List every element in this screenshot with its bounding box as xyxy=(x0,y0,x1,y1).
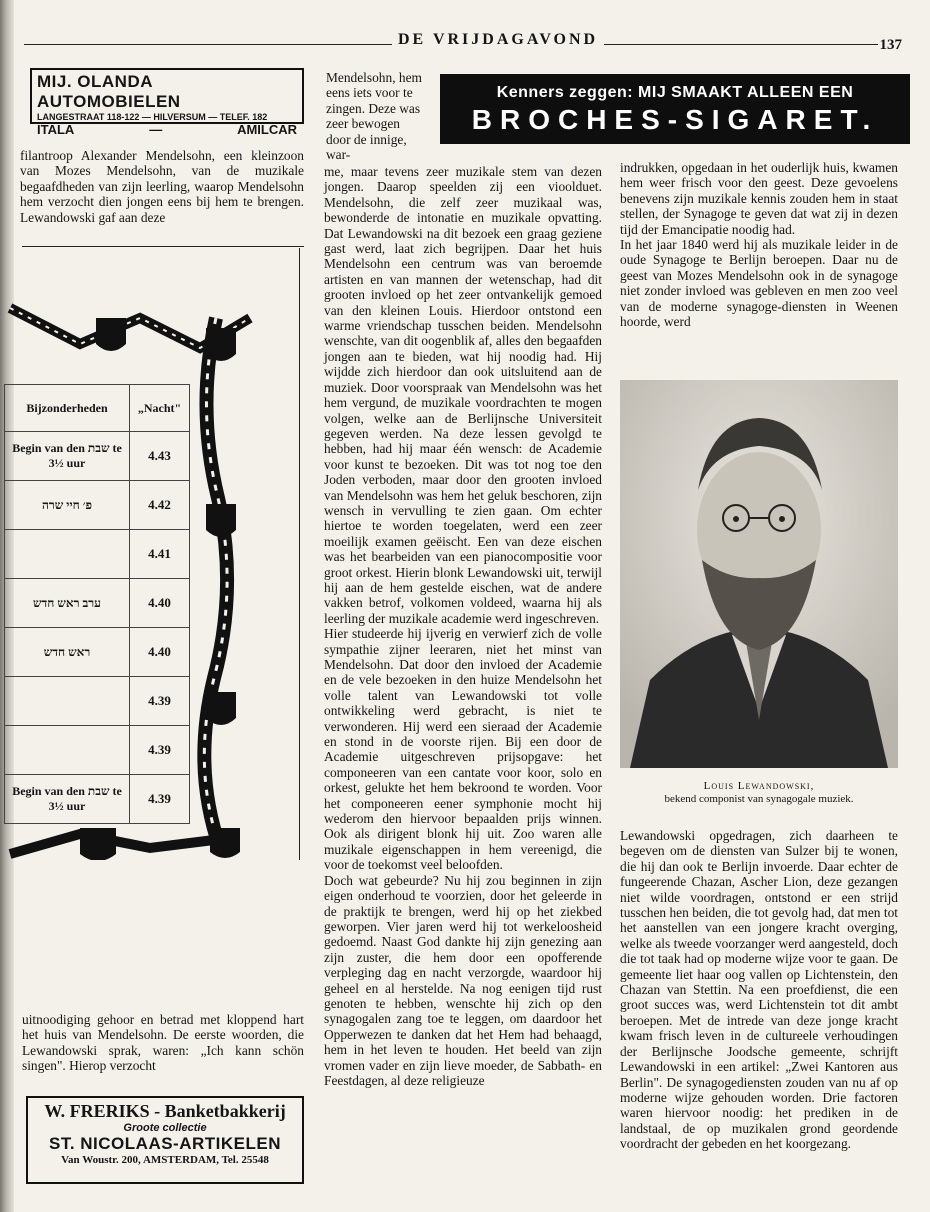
calendar-row xyxy=(5,530,190,579)
deer-shield-icon xyxy=(206,692,236,725)
calendar-row-label xyxy=(5,726,130,775)
article-paragraph: Hier studeerde hij ijverig en verwierf zich de volle sympathie zijner leeraren, niet het minst van Mendelsohn. Dat door den invloed der Academie en de vele bezoeken in den huize Mendelsohn het volle talent van Lewandowski tot volle ontwikkeling werd gebracht, is niet te verwonderen. Hij werd een sieraad der Academie en stond in de voorste rijen. Bij een door de Academie uitgeschreven prijsopgave: het componeeren van een cantate voor koor, solo en orkest, gelukte het hem bekroond te worden. Voor het componeeren eener symphonie mocht hij wederom den hiervoor bepaalden prijs winnen. Ook als dirigent blonk hij uit. Zoo waren alle muzikale eigenschappen in hem vereenigd, die voor de toekomst veel beloofden. xyxy=(324,626,602,873)
calendar-row xyxy=(5,481,190,530)
calendar-row-value: 4.42 xyxy=(130,481,190,530)
olanda-brand-left: ITALA xyxy=(37,122,75,137)
caption-name: Louis Lewandowski, xyxy=(703,780,815,792)
broches-advertisement xyxy=(440,74,910,144)
right-column-bottom xyxy=(620,828,898,1152)
calendar-header-details: Bijzonderheden xyxy=(5,385,130,432)
article-paragraph: In het jaar 1840 werd hij als muzikale leider in de oude Synagoge te Berlijn beroepen. Daar nu de geest van Mozes Mendelsohn ook in de synagoge niet zonder invloed was gebleven en men zoo veel van de moderne synagoge-diensten in Weenen hoorde, werd xyxy=(620,237,898,330)
calendar-frame-edge xyxy=(299,248,304,860)
left-column-bottom xyxy=(22,1012,304,1074)
olanda-title: MIJ. OLANDA AUTOMOBIELEN xyxy=(37,72,181,111)
article-paragraph: Doch wat gebeurde? Nu hij zou beginnen in zijn eigen onderhoud te voorzien, door het geleerde in de praktijk te brengen, werd hij op het ziekbed geworpen. Vier jaren werd hij tot werkeloosheid gedoemd. Naast God dankte hij zijn genezing aan zijn zuster, die hem door een opofferende verpleging dag en nacht verzorgde, waardoor hij geheel en al herstelde. Na nog eenigen tijd rust genoten te hebben, wenschte hij zich op den synagogalen zang toe te leggen, om daardoor het Opperwezen te danken dat het Hem had behaagd, hem in het leven te houden. Het beeld van zijn vromen vader en zijn lieve moeder, de Sabbath- en Feestdagen, al deze religieuze xyxy=(324,872,602,1088)
portrait-image xyxy=(620,380,898,768)
calendar-row xyxy=(5,628,190,677)
broches-brand: BROCHES-SIGARET. xyxy=(471,104,879,135)
calendar-row xyxy=(5,726,190,775)
running-head xyxy=(24,32,904,52)
calendar-row-value: 4.40 xyxy=(130,628,190,677)
article-paragraph: me, maar tevens zeer muzikale stem van dezen jongen. Daarop speelden zij een vioolduet. Mendelsohn, die zelf zeer muzikaal was, bewonderde de intonatie en muzikale opvatting. Dat Lewandowski na dit bezoek een graag geziene gast werd, laat zich begrijpen. Daar het huis Mendelsohn een centrum was van beroemde artisten en van mannen der wetenschap, had dit grooten invloed op het zeer ontvankelijk gemoed van den kleinen Louis. Hierdoor ontstond een warme vriendschap tusschen beiden. Mendelsohn wenschte, van dit oogenblik af, alles den begaafden jongen aan te bieden, wat hij noodig had. Hij wijdde zich hierdoor dan ook uitsluitend aan de muziek. Door voorspraak van Mendelsohn was het hem vergund, de muzikale voordrachten te mogen volgen, welke aan de Berlijnsche Universiteit gegeven werden. Na deze lessen gevolgd te hebben, had hij maar één wensch: de Academie voor kunst te bezoeken. Dit was tot nog toe den Joden verboden, maar door den grooten invloed van Mendelsohn was hem het geluk beschoren, zijn wensch in vervulling te zien gaan. Om echter hiertoe te worden toegelaten, werd een zeer moeilijk examen geëischt. Een van deze eischen was het bearbeiden van een pianocompositie voor groot orkest. Hierin blonk Lewandowski uit, terwijl hij aan de hem gestelde eischen, wat de andere vakken betrof, volkomen voldeed, waarna hij als leerling der muzikale academie werd ingeschreven. xyxy=(324,164,602,626)
right-column-top xyxy=(620,160,898,329)
page-number: 137 xyxy=(879,37,902,53)
calendar-row-label: פ׳ חיי שרה xyxy=(5,481,130,530)
freriks-subtitle: Groote collectie xyxy=(123,1122,207,1134)
article-paragraph: uitnoodiging gehoor en betrad met kloppend hart het huis van Mendelsohn. De eerste woorden, die Lewandowski sprak, waren: „Ich kann schön singen". Hierop verzocht xyxy=(22,1012,304,1074)
left-column-rule xyxy=(22,246,304,247)
olanda-dash: — xyxy=(149,122,163,137)
publication-title: DE VRIJDAGAVOND xyxy=(392,31,604,49)
freriks-address: Van Woustr. 200, AMSTERDAM, Tel. 25548 xyxy=(61,1154,269,1166)
olanda-advertisement xyxy=(30,68,304,137)
calendar-row xyxy=(5,775,190,824)
freriks-name: W. FRERIKS - Banketbakkerij xyxy=(44,1101,286,1121)
calendar-header-night: „Nacht" xyxy=(130,385,190,432)
calendar-row-value: 4.43 xyxy=(130,432,190,481)
crown-shield-icon xyxy=(96,318,126,351)
sabbath-calendar xyxy=(0,248,304,860)
calendar-row-label: Begin van den שבת te 3½ uur xyxy=(5,775,130,824)
calendar-row-value: 4.39 xyxy=(130,775,190,824)
calendar-row xyxy=(5,432,190,481)
middle-column xyxy=(324,164,602,1088)
tents-shield-icon xyxy=(206,504,236,537)
freriks-advertisement xyxy=(26,1096,304,1184)
olanda-brands xyxy=(37,122,297,137)
broches-slogan: Kenners zeggen: MIJ SMAAKT ALLEEN EEN xyxy=(496,84,854,101)
calendar-row xyxy=(5,677,190,726)
calendar-row-value: 4.41 xyxy=(130,530,190,579)
calendar-row-label xyxy=(5,677,130,726)
portrait-photo xyxy=(620,380,898,768)
photo-caption xyxy=(620,780,898,806)
serpent-shield-icon xyxy=(210,828,240,858)
article-paragraph: filantroop Alexander Mendelsohn, een kleinzoon van Mozes Mendelsohn, van de muzikale begaafdheden van zijn leerling, waarop Mendelsohn hem verzocht dien jongen eens bij hem te brengen. Lewandowski gaf aan deze xyxy=(20,148,304,225)
calendar-row xyxy=(5,579,190,628)
calendar-row-label: ראש חדש xyxy=(5,628,130,677)
middle-column-top xyxy=(326,70,422,162)
calendar-row-label: Begin van den שבת te 3½ uur xyxy=(5,432,130,481)
calendar-row-value: 4.39 xyxy=(130,677,190,726)
calendar-row-label xyxy=(5,530,130,579)
olanda-address: LANGESTRAAT 118-122 — HILVERSUM — TELEF. 182 xyxy=(37,112,268,122)
olanda-brand-right: AMILCAR xyxy=(237,122,297,137)
left-column-top xyxy=(20,148,304,225)
caption-description: bekend componist van synagogale muziek. xyxy=(664,793,854,805)
freriks-products: ST. NICOLAAS-ARTIKELEN xyxy=(49,1134,281,1153)
calendar-table xyxy=(4,384,190,824)
calendar-row-value: 4.40 xyxy=(130,579,190,628)
article-paragraph: Lewandowski opgedragen, zich daarheen te begeven om de diensten van Sulzer bij te wonen, die hij dan ook te Berlijn invoerde. Daar echter de fungeerende Chazan, Ascher Lion, deze gezangen niet wilde voordragen, ontstond er een strijd tusschen hen beiden, die tot gevolg had, dat men tot het aanstellen van een jongere kracht overging, welke als tweede voorzanger werd aangesteld, doch die tot taak had op moderne wijze voor te gaan. De gemeente liet haar oog vallen op Lichtenstein, den Chazan van Stettin. Na een proefdienst, die een groot succes was, werd Lichtenstein tot dit ambt beroepen. Met de intrede van deze jonge kracht kwam frisch leven in de cultureele verhoudingen der Berlijnsche Joodsche gemeente, schrijft Lewandowski in een artikel: „Zwei Kantoren aus Berlin". De synagogediensten zouden van nu af op moderne wijze gehouden worden. Drie factoren waren hiervoor noodig: het prediken in de landstaal, de op muzikalen grond geordende voordracht der gebeden en het koorgezang. xyxy=(620,828,898,1152)
dots-shield-icon xyxy=(80,828,116,860)
article-paragraph: indrukken, opgedaan in het ouderlijk huis, kwamen hem weer frisch voor den geest. Deze gevoelens benevens zijn muzikale kennis zouden hem in staat stellen, der Synagoge te geven dat wat zij in dezen tijd der Emancipatie noodig had. xyxy=(620,160,898,237)
calendar-row-value: 4.39 xyxy=(130,726,190,775)
tree-shield-icon xyxy=(206,328,236,361)
calendar-row-label: ערב ראש חדש xyxy=(5,579,130,628)
calendar-header-row xyxy=(5,385,190,432)
article-paragraph: Mendelsohn, hem eens iets voor te zingen. Deze was zeer bewogen door de innige, war- xyxy=(326,70,422,163)
